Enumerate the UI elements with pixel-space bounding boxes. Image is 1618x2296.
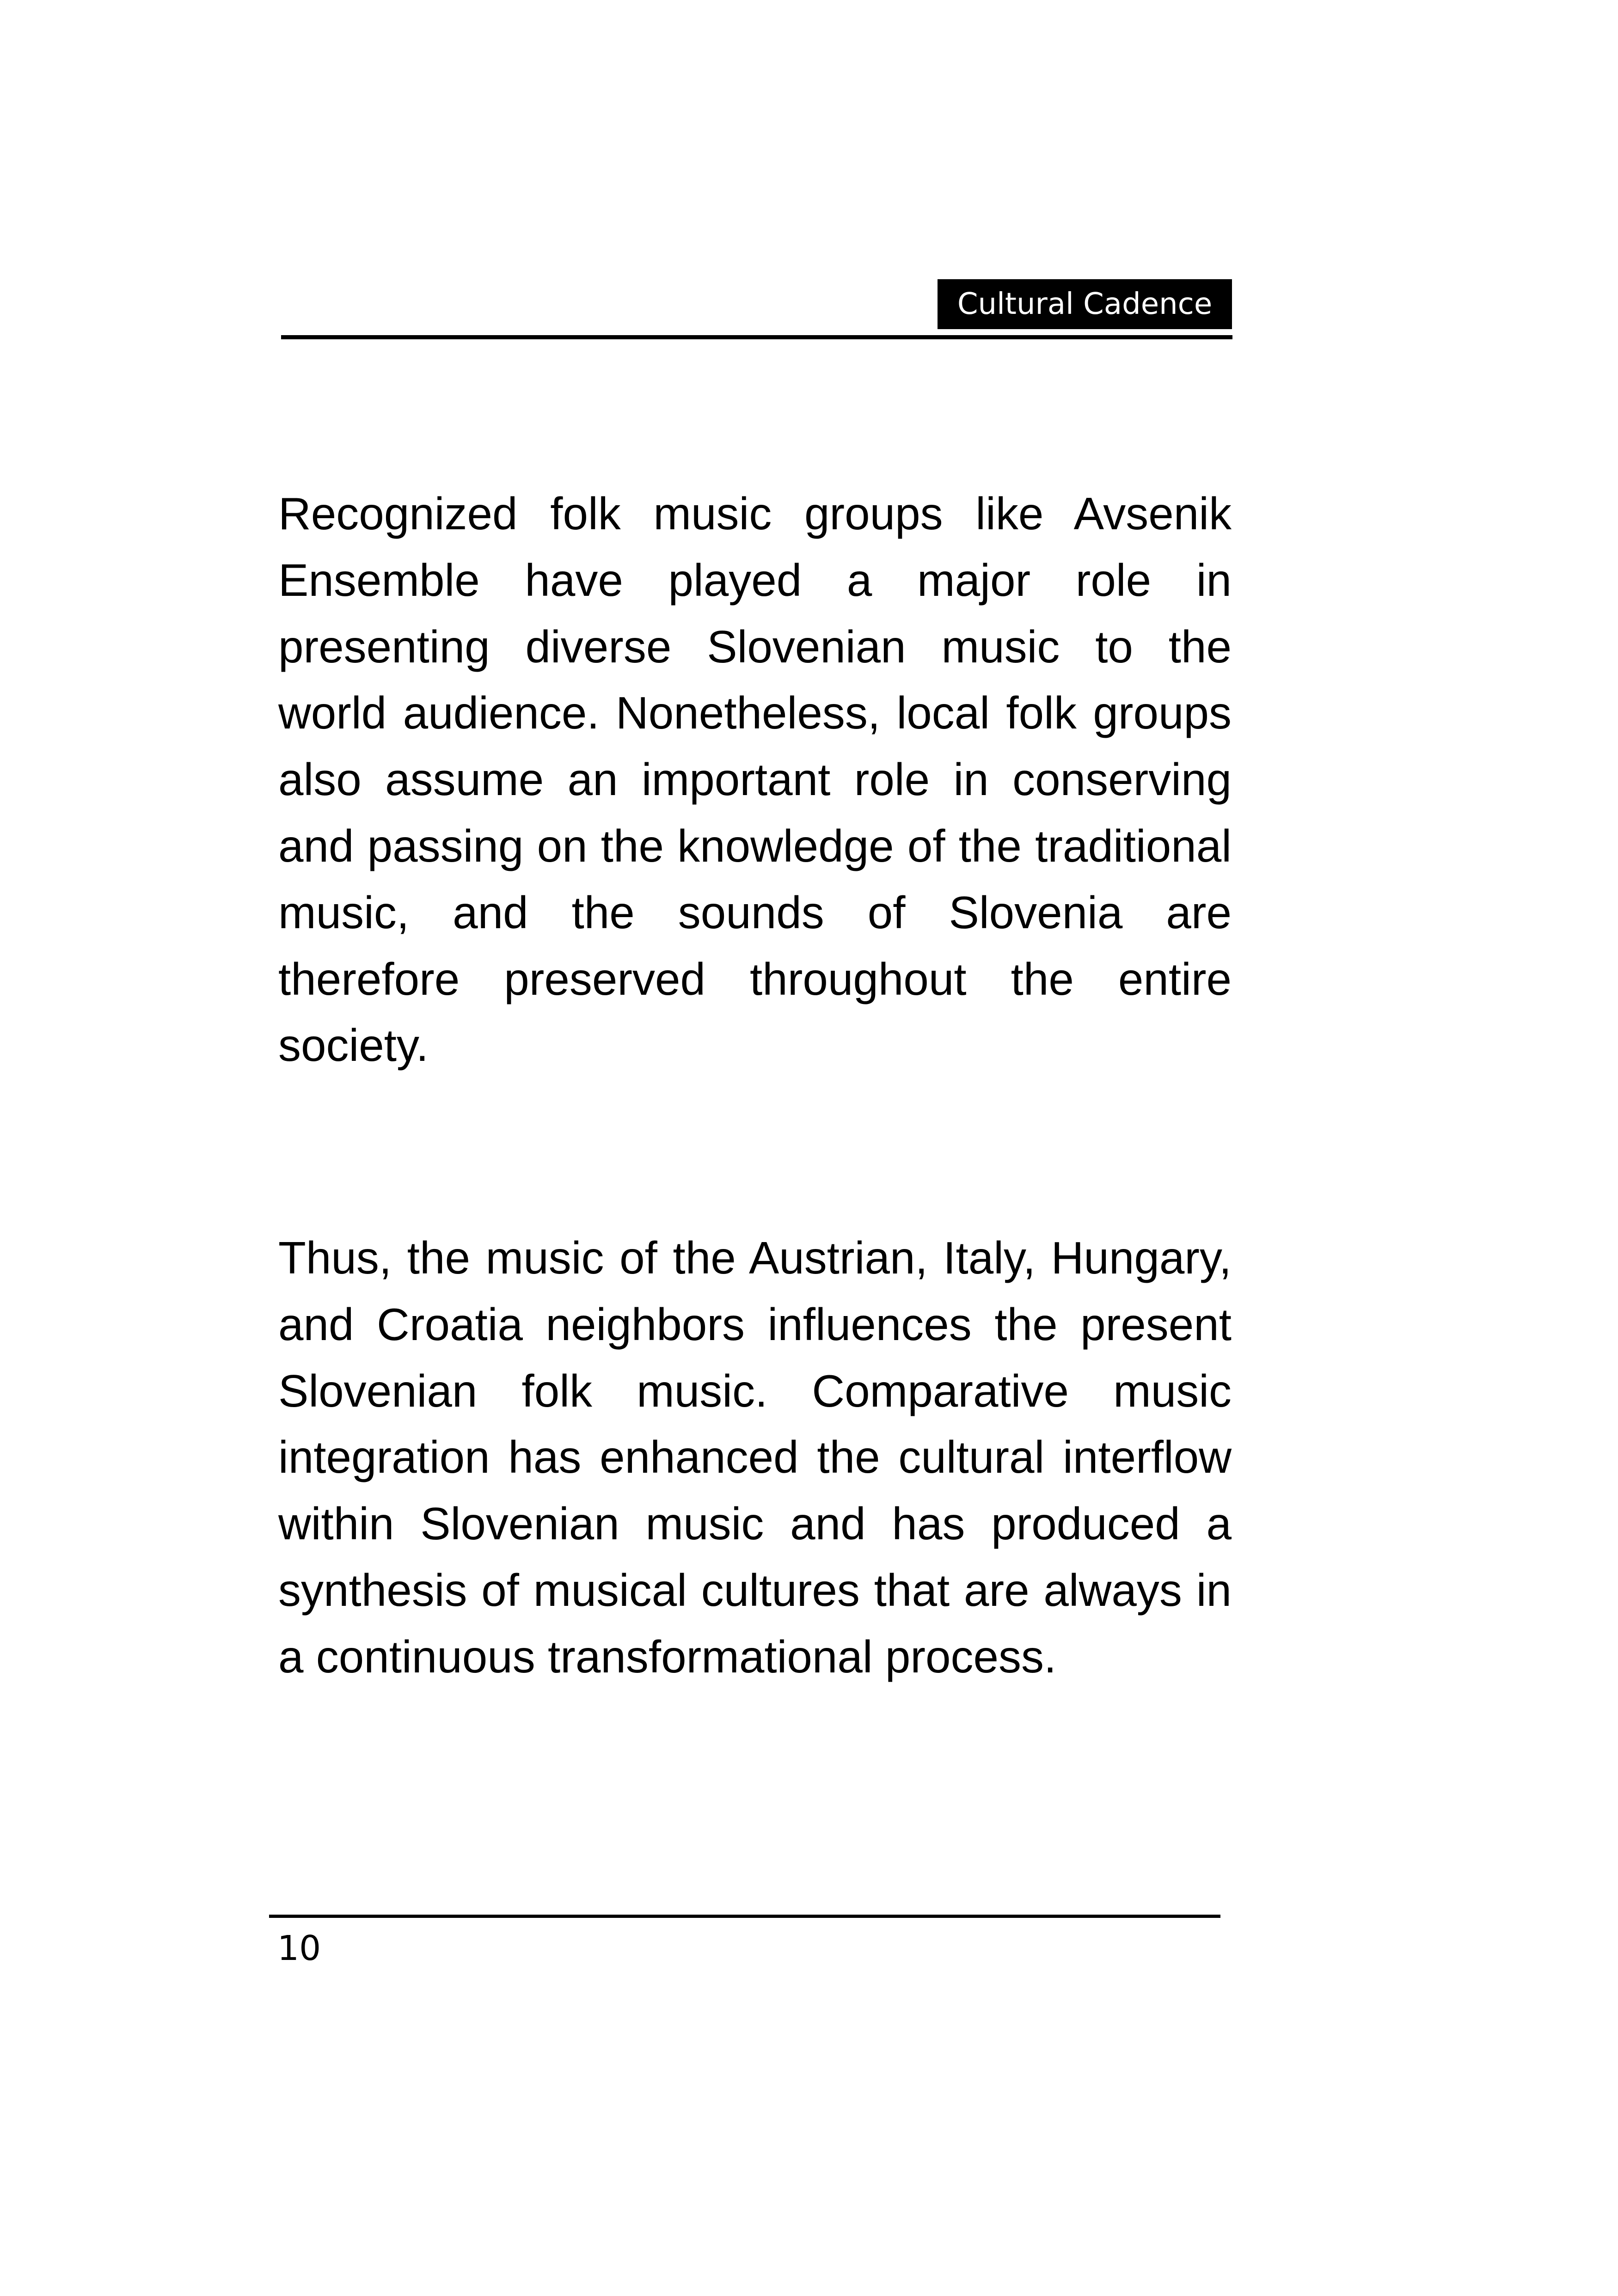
footer-divider <box>269 1915 1220 1918</box>
running-header-title: Cultural Cadence <box>938 279 1232 329</box>
header-divider <box>281 335 1232 339</box>
page-number: 10 <box>277 1929 321 1968</box>
body-paragraph-1: Recognized folk music groups like Avsenik Ensemble have played a major role in presenting diverse Slovenian music to the world audience. Nonetheless, local folk groups also assume an important role in conserving and passing on the knowledge of the traditional music, and the sounds of Slovenia are therefore preserved throughout the entire society. <box>278 488 1232 1071</box>
body-paragraph-2: Thus, the music of the Austrian, Italy, Hungary, and Croatia neighbors influences the present Slovenian folk music. Comparative music integration has enhanced the cultural interflow within Slovenian music and has produced a synthesis of musical cultures that are always in a continuous transformational process. <box>278 1232 1232 1682</box>
